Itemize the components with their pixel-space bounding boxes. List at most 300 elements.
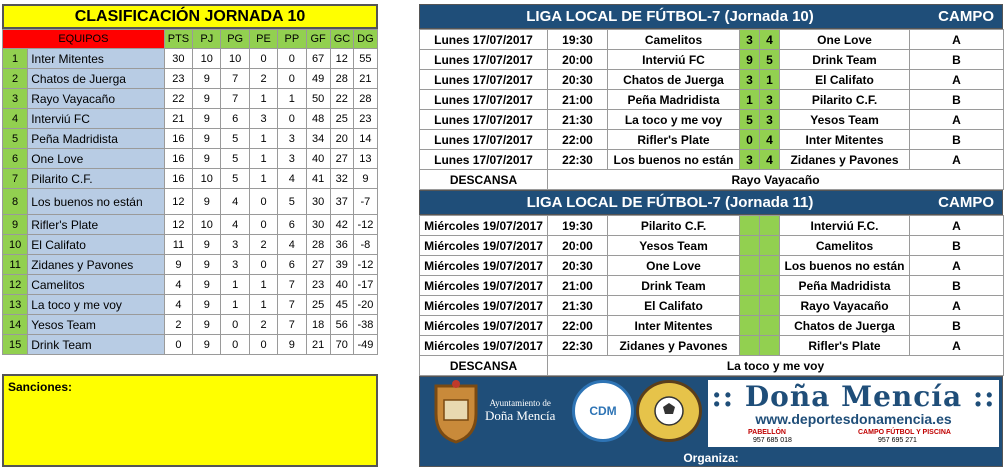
standings-stat-cell: 21	[164, 109, 192, 129]
fixture-field: B	[910, 276, 1004, 296]
fixture-row	[420, 336, 1004, 356]
standings-stat-cell: 10	[193, 215, 221, 235]
fixture-away-score: 4	[760, 30, 780, 50]
fixture-away-team: Interviú F.C.	[780, 216, 910, 236]
standings-stat-cell: 23	[164, 69, 192, 89]
fixture-home-team: Pilarito C.F.	[608, 216, 740, 236]
header-equipos: EQUIPOS	[3, 30, 165, 49]
standings-stat-cell: 0	[249, 215, 277, 235]
standings-stat-cell: -12	[353, 255, 377, 275]
fixture-date: Miércoles 19/07/2017	[420, 336, 548, 356]
standings-stat-cell: 7	[221, 69, 249, 89]
standings-stat-cell: 9	[193, 295, 221, 315]
fixture-field: A	[910, 110, 1004, 130]
standings-stat-cell: 9	[193, 109, 221, 129]
standings-stat-cell: 1	[278, 89, 306, 109]
header-pp: PP	[278, 30, 306, 49]
banner-title: :: Doña Mencía ::	[711, 380, 996, 413]
standings-row	[3, 89, 378, 109]
fixture-away-score: 1	[760, 70, 780, 90]
standings-stat-cell: 3	[278, 149, 306, 169]
town-shield-icon	[430, 380, 482, 444]
fixture-date: Miércoles 19/07/2017	[420, 316, 548, 336]
fixture-date: Miércoles 19/07/2017	[420, 216, 548, 236]
standings-stat-cell: 3	[221, 235, 249, 255]
fixture-away-score: 5	[760, 50, 780, 70]
fixture-home-team: Yesos Team	[608, 236, 740, 256]
standings-stat-cell: 9	[193, 315, 221, 335]
standings-stat-cell: 7	[221, 89, 249, 109]
standings-stat-cell: 1	[221, 275, 249, 295]
town-hall-label	[485, 398, 555, 424]
standings-stat-cell: 39	[330, 255, 353, 275]
standings-stat-cell: 14	[353, 129, 377, 149]
fixture-home-score-empty	[740, 296, 760, 316]
fixture-field: B	[910, 236, 1004, 256]
standings-stat-cell: 30	[164, 49, 192, 69]
standings-row	[3, 275, 378, 295]
fixture-home-score-empty	[740, 216, 760, 236]
standings-stat-cell: 21	[306, 335, 330, 355]
campo-label: CAMPO FÚTBOL Y PISCINA	[858, 429, 951, 436]
standings-position: 15	[3, 335, 28, 355]
standings-header-row	[3, 30, 378, 49]
fixture-time: 19:30	[548, 30, 608, 50]
fixture-home-score-empty	[740, 256, 760, 276]
standings-stat-cell: 50	[306, 89, 330, 109]
fixture-away-score: 3	[760, 110, 780, 130]
fixture-away-score: 3	[760, 90, 780, 110]
fixture-time: 22:00	[548, 316, 608, 336]
standings-stat-cell: 49	[306, 69, 330, 89]
pabellon-phone: 957 685 018	[753, 437, 792, 444]
fixture-field: A	[910, 296, 1004, 316]
standings-stat-cell: 0	[249, 49, 277, 69]
fixture-home-score: 9	[740, 50, 760, 70]
header-gf: GF	[306, 30, 330, 49]
standings-position: 5	[3, 129, 28, 149]
fixture-time: 21:00	[548, 90, 608, 110]
fixture-row	[420, 130, 1004, 150]
standings-row	[3, 215, 378, 235]
jornada11-descansa-team: La toco y me voy	[548, 356, 1004, 376]
fixture-row	[420, 216, 1004, 236]
standings-stat-cell: 34	[306, 129, 330, 149]
standings-stat-cell: 30	[306, 215, 330, 235]
standings-stat-cell: 9	[193, 255, 221, 275]
standings-stat-cell: 1	[249, 89, 277, 109]
standings-row	[3, 335, 378, 355]
standings-stat-cell: 7	[278, 275, 306, 295]
fixture-row	[420, 50, 1004, 70]
standings-stat-cell: 27	[306, 255, 330, 275]
fixture-away-team: Pilarito C.F.	[780, 90, 910, 110]
fixture-field: A	[910, 216, 1004, 236]
standings-stat-cell: 9	[193, 335, 221, 355]
fixture-home-score-empty	[740, 336, 760, 356]
standings-position: 11	[3, 255, 28, 275]
standings-stat-cell: 4	[278, 235, 306, 255]
standings-stat-cell: 28	[306, 235, 330, 255]
fixture-time: 21:30	[548, 110, 608, 130]
fixture-away-team: Inter Mitentes	[780, 130, 910, 150]
dona-mencia-banner[interactable]	[708, 380, 999, 447]
fixture-date: Lunes 17/07/2017	[420, 50, 548, 70]
jornada10-descansa-team: Rayo Vayacaño	[548, 170, 1004, 190]
standings-team-name: Yesos Team	[28, 315, 165, 335]
fixture-home-team: Chatos de Juerga	[608, 70, 740, 90]
sanctions-box	[2, 374, 378, 467]
standings-stat-cell: 13	[353, 149, 377, 169]
standings-position: 14	[3, 315, 28, 335]
cdm-logo-text: CDM	[589, 404, 617, 418]
banner-url[interactable]: www.deportesdonamencia.es	[755, 411, 952, 427]
fixture-date: Miércoles 19/07/2017	[420, 276, 548, 296]
fixture-away-team: One Love	[780, 30, 910, 50]
standings-stat-cell: 32	[330, 169, 353, 189]
fixture-time: 20:00	[548, 236, 608, 256]
fixture-time: 19:30	[548, 216, 608, 236]
fixture-away-team: Rayo Vayacaño	[780, 296, 910, 316]
standings-row	[3, 295, 378, 315]
jornada11-table	[419, 215, 1004, 376]
header-pts: PTS	[164, 30, 192, 49]
standings-team-name: Rifler's Plate	[28, 215, 165, 235]
standings-stat-cell: 48	[306, 109, 330, 129]
standings-stat-cell: 42	[330, 215, 353, 235]
fixture-away-team: Camelitos	[780, 236, 910, 256]
fixture-time: 20:30	[548, 256, 608, 276]
standings-stat-cell: 36	[330, 235, 353, 255]
fixture-row	[420, 150, 1004, 170]
standings-stat-cell: 1	[249, 275, 277, 295]
fixture-row	[420, 316, 1004, 336]
fixture-away-team: Peña Madridista	[780, 276, 910, 296]
standings-row	[3, 109, 378, 129]
standings-stat-cell: 4	[221, 215, 249, 235]
standings-table	[2, 29, 378, 355]
fixture-date: Lunes 17/07/2017	[420, 130, 548, 150]
fixture-home-score-empty	[740, 316, 760, 336]
standings-stat-cell: 1	[249, 169, 277, 189]
standings-stat-cell: 6	[278, 215, 306, 235]
fixture-date: Miércoles 19/07/2017	[420, 296, 548, 316]
standings-stat-cell: 21	[353, 69, 377, 89]
standings-stat-cell: 5	[221, 169, 249, 189]
standings-row	[3, 255, 378, 275]
standings-stat-cell: 1	[221, 295, 249, 315]
standings-stat-cell: 7	[278, 315, 306, 335]
standings-stat-cell: -38	[353, 315, 377, 335]
standings-stat-cell: 9	[353, 169, 377, 189]
fixture-row	[420, 236, 1004, 256]
standings-team-name: Zidanes y Pavones	[28, 255, 165, 275]
standings-stat-cell: 37	[330, 189, 353, 215]
fixture-home-score-empty	[740, 236, 760, 256]
fixture-home-team: Interviú FC	[608, 50, 740, 70]
standings-stat-cell: 11	[164, 235, 192, 255]
standings-stat-cell: -49	[353, 335, 377, 355]
standings-stat-cell: 6	[278, 255, 306, 275]
fixture-time: 21:00	[548, 276, 608, 296]
fixture-home-team: La toco y me voy	[608, 110, 740, 130]
standings-stat-cell: 12	[164, 215, 192, 235]
standings-stat-cell: 4	[221, 189, 249, 215]
town-hall-line2: Doña Mencía	[485, 408, 556, 423]
standings-stat-cell: 9	[278, 335, 306, 355]
fixture-date: Lunes 17/07/2017	[420, 70, 548, 90]
standings-row	[3, 149, 378, 169]
standings-team-name: Chatos de Juerga	[28, 69, 165, 89]
fixture-field: A	[910, 70, 1004, 90]
standings-stat-cell: 25	[306, 295, 330, 315]
standings-stat-cell: 55	[353, 49, 377, 69]
fixture-home-team: Rifler's Plate	[608, 130, 740, 150]
standings-position: 8	[3, 189, 28, 215]
standings-team-name: Interviú FC	[28, 109, 165, 129]
fixture-away-score-empty	[760, 276, 780, 296]
fixture-away-score-empty	[760, 256, 780, 276]
fixture-time: 21:30	[548, 296, 608, 316]
standings-position: 13	[3, 295, 28, 315]
fixture-date: Lunes 17/07/2017	[420, 150, 548, 170]
fixture-date: Lunes 17/07/2017	[420, 90, 548, 110]
standings-stat-cell: 9	[193, 129, 221, 149]
jornada11-title: LIGA LOCAL DE FÚTBOL-7 (Jornada 11)	[526, 194, 814, 211]
fixture-home-team: One Love	[608, 256, 740, 276]
standings-row	[3, 315, 378, 335]
standings-stat-cell: 0	[278, 69, 306, 89]
jornada10-title: LIGA LOCAL DE FÚTBOL-7 (Jornada 10)	[526, 8, 814, 25]
fixture-home-team: El Califato	[608, 296, 740, 316]
fixture-time: 22:00	[548, 130, 608, 150]
standings-row	[3, 129, 378, 149]
standings-stat-cell: 1	[249, 129, 277, 149]
standings-stat-cell: 6	[221, 109, 249, 129]
standings-stat-cell: 10	[193, 49, 221, 69]
fixture-home-score: 3	[740, 70, 760, 90]
standings-stat-cell: 16	[164, 149, 192, 169]
standings-team-name: Camelitos	[28, 275, 165, 295]
header-gc: GC	[330, 30, 353, 49]
fixture-row	[420, 296, 1004, 316]
standings-stat-cell: 0	[249, 255, 277, 275]
standings-stat-cell: 5	[221, 129, 249, 149]
fixture-time: 22:30	[548, 150, 608, 170]
fixture-row	[420, 30, 1004, 50]
standings-row	[3, 69, 378, 89]
header-dg: DG	[353, 30, 377, 49]
standings-stat-cell: 10	[193, 169, 221, 189]
cdm-club-logo	[572, 380, 634, 442]
fixture-away-score-empty	[760, 296, 780, 316]
fixture-home-score: 3	[740, 150, 760, 170]
standings-position: 3	[3, 89, 28, 109]
standings-stat-cell: 9	[193, 275, 221, 295]
jornada10-table	[419, 29, 1004, 190]
standings-team-name: Los buenos no están	[28, 189, 165, 215]
standings-stat-cell: 41	[306, 169, 330, 189]
fixture-away-score: 4	[760, 130, 780, 150]
standings-stat-cell: -17	[353, 275, 377, 295]
standings-stat-cell: 27	[330, 149, 353, 169]
fixture-away-score-empty	[760, 336, 780, 356]
standings-stat-cell: 9	[193, 69, 221, 89]
standings-stat-cell: 5	[278, 189, 306, 215]
standings-team-name: Pilarito C.F.	[28, 169, 165, 189]
fixture-away-team: El Califato	[780, 70, 910, 90]
standings-row	[3, 189, 378, 215]
standings-row	[3, 169, 378, 189]
standings-stat-cell: 0	[221, 315, 249, 335]
standings-stat-cell: 3	[221, 255, 249, 275]
standings-position: 4	[3, 109, 28, 129]
fixture-away-score-empty	[760, 236, 780, 256]
standings-stat-cell: 20	[330, 129, 353, 149]
fixture-date: Miércoles 19/07/2017	[420, 236, 548, 256]
standings-stat-cell: 2	[249, 315, 277, 335]
standings-row	[3, 49, 378, 69]
fixture-away-score-empty	[760, 216, 780, 236]
football-club-icon	[636, 380, 702, 442]
fixture-home-team: Inter Mitentes	[608, 316, 740, 336]
standings-stat-cell: 10	[221, 49, 249, 69]
fixture-home-team: Peña Madridista	[608, 90, 740, 110]
standings-stat-cell: 0	[278, 109, 306, 129]
standings-team-name: Drink Team	[28, 335, 165, 355]
fixture-away-team: Rifler's Plate	[780, 336, 910, 356]
fixture-field: B	[910, 50, 1004, 70]
jornada10-campo: CAMPO	[938, 8, 994, 25]
standings-stat-cell: 7	[278, 295, 306, 315]
jornada11-header	[419, 190, 1003, 215]
fixture-home-team: Camelitos	[608, 30, 740, 50]
standings-team-name: One Love	[28, 149, 165, 169]
standings-stat-cell: 18	[306, 315, 330, 335]
jornada10-descansa-row	[420, 170, 1004, 190]
jornada11-descansa-label: DESCANSA	[420, 356, 548, 376]
standings-stat-cell: 2	[249, 69, 277, 89]
jornada11-campo: CAMPO	[938, 194, 994, 211]
standings-stat-cell: 4	[278, 169, 306, 189]
standings-stat-cell: 22	[330, 89, 353, 109]
standings-position: 12	[3, 275, 28, 295]
standings-stat-cell: 30	[306, 189, 330, 215]
standings-stat-cell: 9	[193, 149, 221, 169]
sanctions-label: Sanciones:	[8, 380, 73, 394]
standings-stat-cell: 9	[164, 255, 192, 275]
standings-stat-cell: 3	[249, 109, 277, 129]
fixture-time: 20:00	[548, 50, 608, 70]
standings-stat-cell: -12	[353, 215, 377, 235]
fixture-home-score: 0	[740, 130, 760, 150]
fixture-row	[420, 276, 1004, 296]
pabellon-label: PABELLÓN	[748, 429, 786, 436]
standings-stat-cell: 0	[221, 335, 249, 355]
fixture-field: B	[910, 130, 1004, 150]
standings-stat-cell: 23	[353, 109, 377, 129]
standings-stat-cell: 0	[164, 335, 192, 355]
standings-stat-cell: 4	[164, 295, 192, 315]
standings-panel	[2, 4, 378, 355]
standings-team-name: La toco y me voy	[28, 295, 165, 315]
standings-stat-cell: 1	[249, 149, 277, 169]
standings-stat-cell: 67	[306, 49, 330, 69]
standings-stat-cell: 9	[193, 235, 221, 255]
standings-stat-cell: 4	[164, 275, 192, 295]
fixture-home-score-empty	[740, 276, 760, 296]
standings-stat-cell: 1	[249, 295, 277, 315]
standings-stat-cell: -8	[353, 235, 377, 255]
campo-phone: 957 695 271	[878, 437, 917, 444]
standings-stat-cell: 56	[330, 315, 353, 335]
standings-position: 2	[3, 69, 28, 89]
standings-stat-cell: 5	[221, 149, 249, 169]
standings-stat-cell: 28	[353, 89, 377, 109]
fixture-away-team: Zidanes y Pavones	[780, 150, 910, 170]
fixture-home-team: Zidanes y Pavones	[608, 336, 740, 356]
standings-stat-cell: 23	[306, 275, 330, 295]
fixture-away-score-empty	[760, 316, 780, 336]
fixture-away-score: 4	[760, 150, 780, 170]
standings-stat-cell: 70	[330, 335, 353, 355]
fixture-home-score: 5	[740, 110, 760, 130]
organiza-label: Organiza:	[683, 451, 739, 465]
standings-row	[3, 235, 378, 255]
standings-stat-cell: 12	[164, 189, 192, 215]
jornada11-descansa-row	[420, 356, 1004, 376]
standings-stat-cell: -20	[353, 295, 377, 315]
fixture-field: A	[910, 336, 1004, 356]
standings-position: 10	[3, 235, 28, 255]
standings-position: 7	[3, 169, 28, 189]
fixtures-panel	[419, 4, 1003, 376]
fixture-away-team: Los buenos no están	[780, 256, 910, 276]
header-pg: PG	[221, 30, 249, 49]
fixture-field: B	[910, 90, 1004, 110]
standings-stat-cell: -7	[353, 189, 377, 215]
fixture-away-team: Drink Team	[780, 50, 910, 70]
fixture-field: B	[910, 316, 1004, 336]
fixture-home-team: Drink Team	[608, 276, 740, 296]
fixture-date: Lunes 17/07/2017	[420, 30, 548, 50]
jornada10-descansa-label: DESCANSA	[420, 170, 548, 190]
standings-team-name: El Califato	[28, 235, 165, 255]
standings-team-name: Peña Madridista	[28, 129, 165, 149]
fixture-time: 20:30	[548, 70, 608, 90]
fixture-field: A	[910, 30, 1004, 50]
fixture-date: Lunes 17/07/2017	[420, 110, 548, 130]
standings-stat-cell: 3	[278, 129, 306, 149]
header-pe: PE	[249, 30, 277, 49]
standings-position: 6	[3, 149, 28, 169]
fixture-row	[420, 110, 1004, 130]
standings-team-name: Inter Mitentes	[28, 49, 165, 69]
town-hall-line1: Ayuntamiento de	[489, 398, 551, 408]
fixture-row	[420, 70, 1004, 90]
standings-stat-cell: 40	[306, 149, 330, 169]
standings-stat-cell: 0	[249, 189, 277, 215]
fixture-home-score: 3	[740, 30, 760, 50]
standings-position: 9	[3, 215, 28, 235]
standings-position: 1	[3, 49, 28, 69]
fixture-row	[420, 90, 1004, 110]
fixture-time: 22:30	[548, 336, 608, 356]
standings-stat-cell: 25	[330, 109, 353, 129]
standings-stat-cell: 16	[164, 169, 192, 189]
fixture-home-score: 1	[740, 90, 760, 110]
fixture-row	[420, 256, 1004, 276]
